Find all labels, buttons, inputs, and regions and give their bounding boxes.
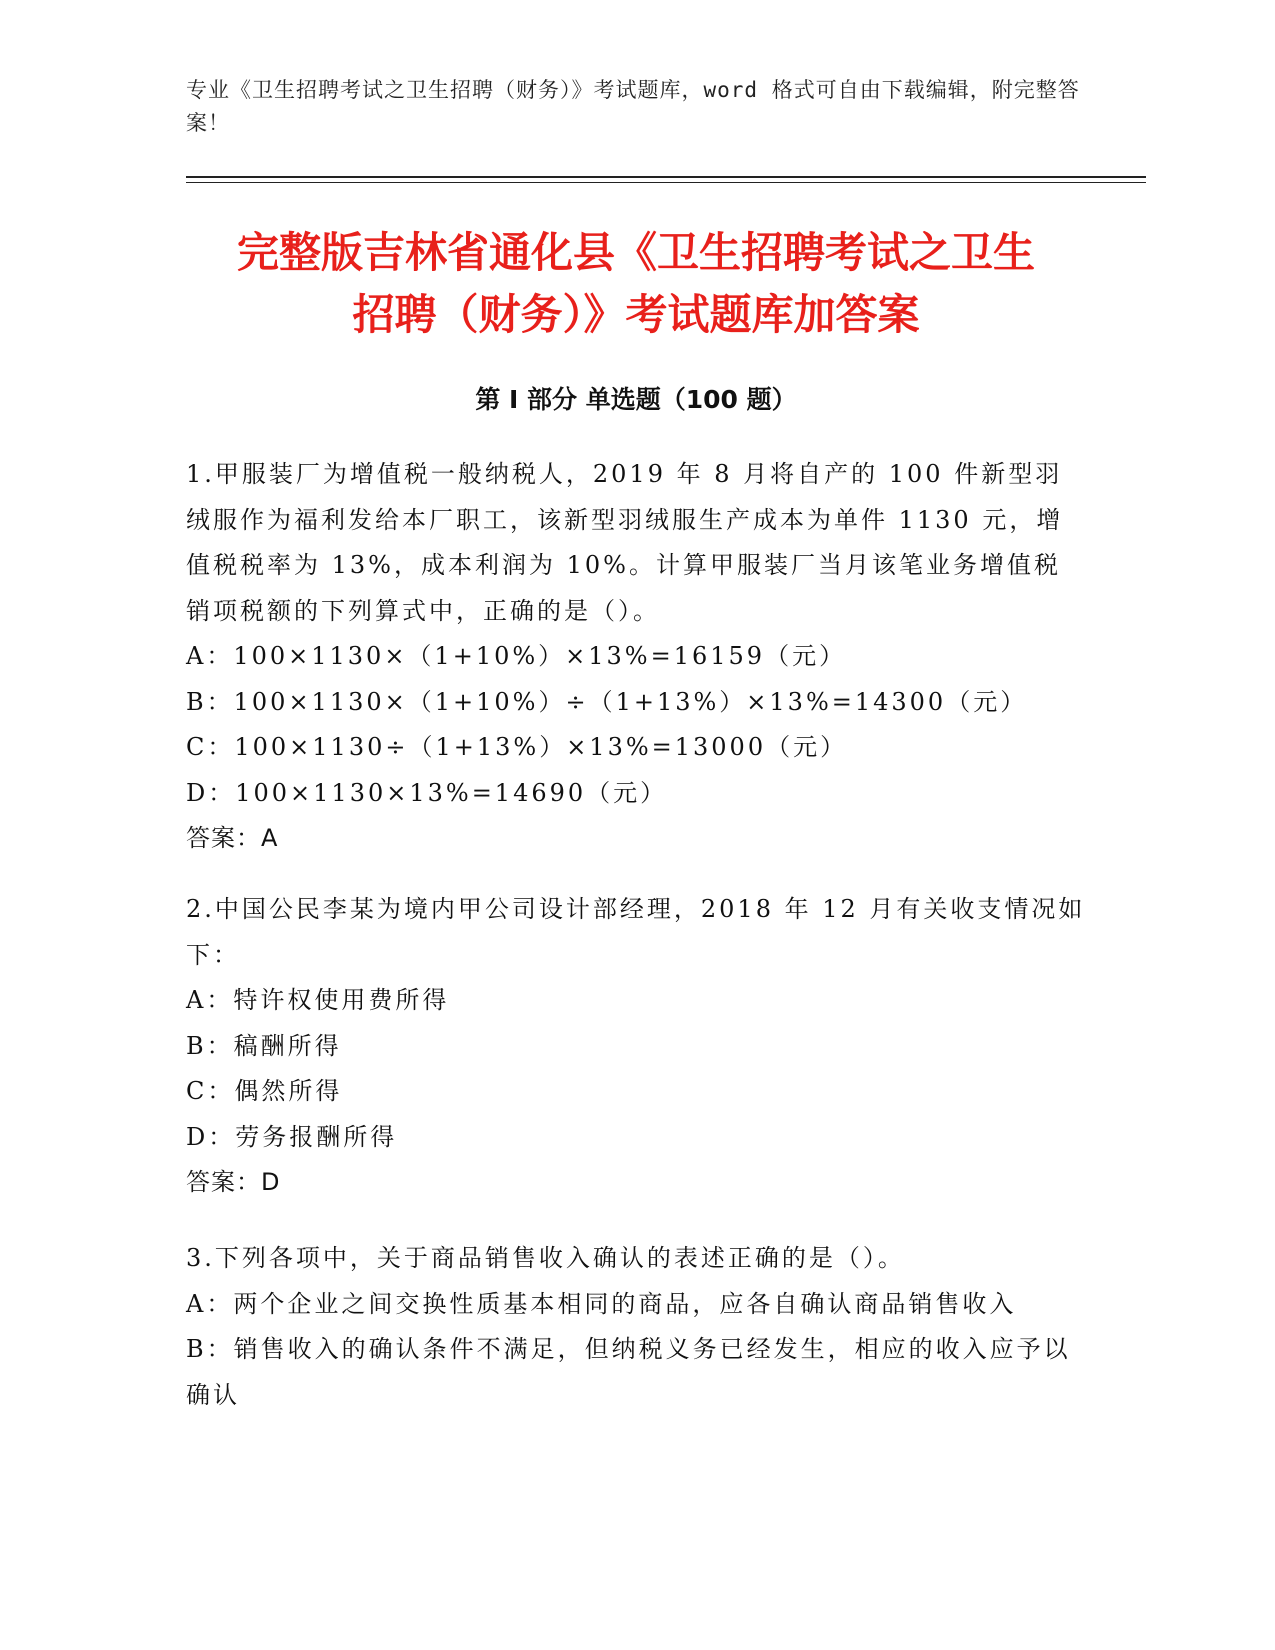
header-note: 专业《卫生招聘考试之卫生招聘（财务）》考试题库，word 格式可自由下载编辑，附完整答案！ [186, 78, 1080, 135]
option-a: A：两个企业之间交换性质基本相同的商品，应各自确认商品销售收入 [186, 1289, 1017, 1318]
header-divider-thick [186, 176, 1146, 178]
document-title-line-2: 招聘（财务）》考试题库加答案 [352, 290, 920, 339]
question-stem: 1.甲服装厂为增值税一般纳税人，2019 年 8 月将自产的 100 件新型羽绒服作为福利发给本厂职工，该新型羽绒服生产成本为单件 1130 元，增值税税率为 13%，成本利润为 10%。计算甲服装厂当月该笔业务增值税销项税额的下列算式中，正确的是（）。 [186, 460, 1064, 625]
option-d: D：劳务报酬所得 [186, 1122, 398, 1151]
answer-line: 答案：A [186, 824, 279, 852]
section-title: 第 I 部分 单选题（100 题） [475, 385, 797, 414]
option-c: C：100×1130÷（1+13%）×13%=13000（元） [186, 733, 848, 761]
option-c: C：偶然所得 [186, 1077, 343, 1105]
option-b: B：销售收入的确认条件不满足，但纳税义务已经发生，相应的收入应予以确认 [186, 1335, 1071, 1409]
question-2 [186, 887, 1086, 1206]
header-divider-thin [186, 182, 1146, 183]
option-b: B：100×1130×（1+10%）÷（1+13%）×13%=14300（元） [186, 687, 1028, 716]
option-b: B：稿酬所得 [186, 1031, 342, 1060]
question-3 [186, 1236, 1086, 1418]
document-title-line-1: 完整版吉林省通化县《卫生招聘考试之卫生 [236, 228, 1035, 277]
question-1 [186, 452, 1086, 862]
option-a: A：100×1130×（1+10%）×13%=16159（元） [186, 642, 847, 670]
option-a: A：特许权使用费所得 [186, 986, 450, 1014]
question-stem: 2.中国公民李某为境内甲公司设计部经理，2018 年 12 月有关收支情况如下： [186, 895, 1086, 969]
answer-line: 答案：D [186, 1168, 281, 1196]
option-d: D：100×1130×13%=14690（元） [186, 778, 668, 807]
document-title [186, 222, 1086, 346]
question-stem: 3.下列各项中，关于商品销售收入确认的表述正确的是（）。 [186, 1244, 905, 1272]
